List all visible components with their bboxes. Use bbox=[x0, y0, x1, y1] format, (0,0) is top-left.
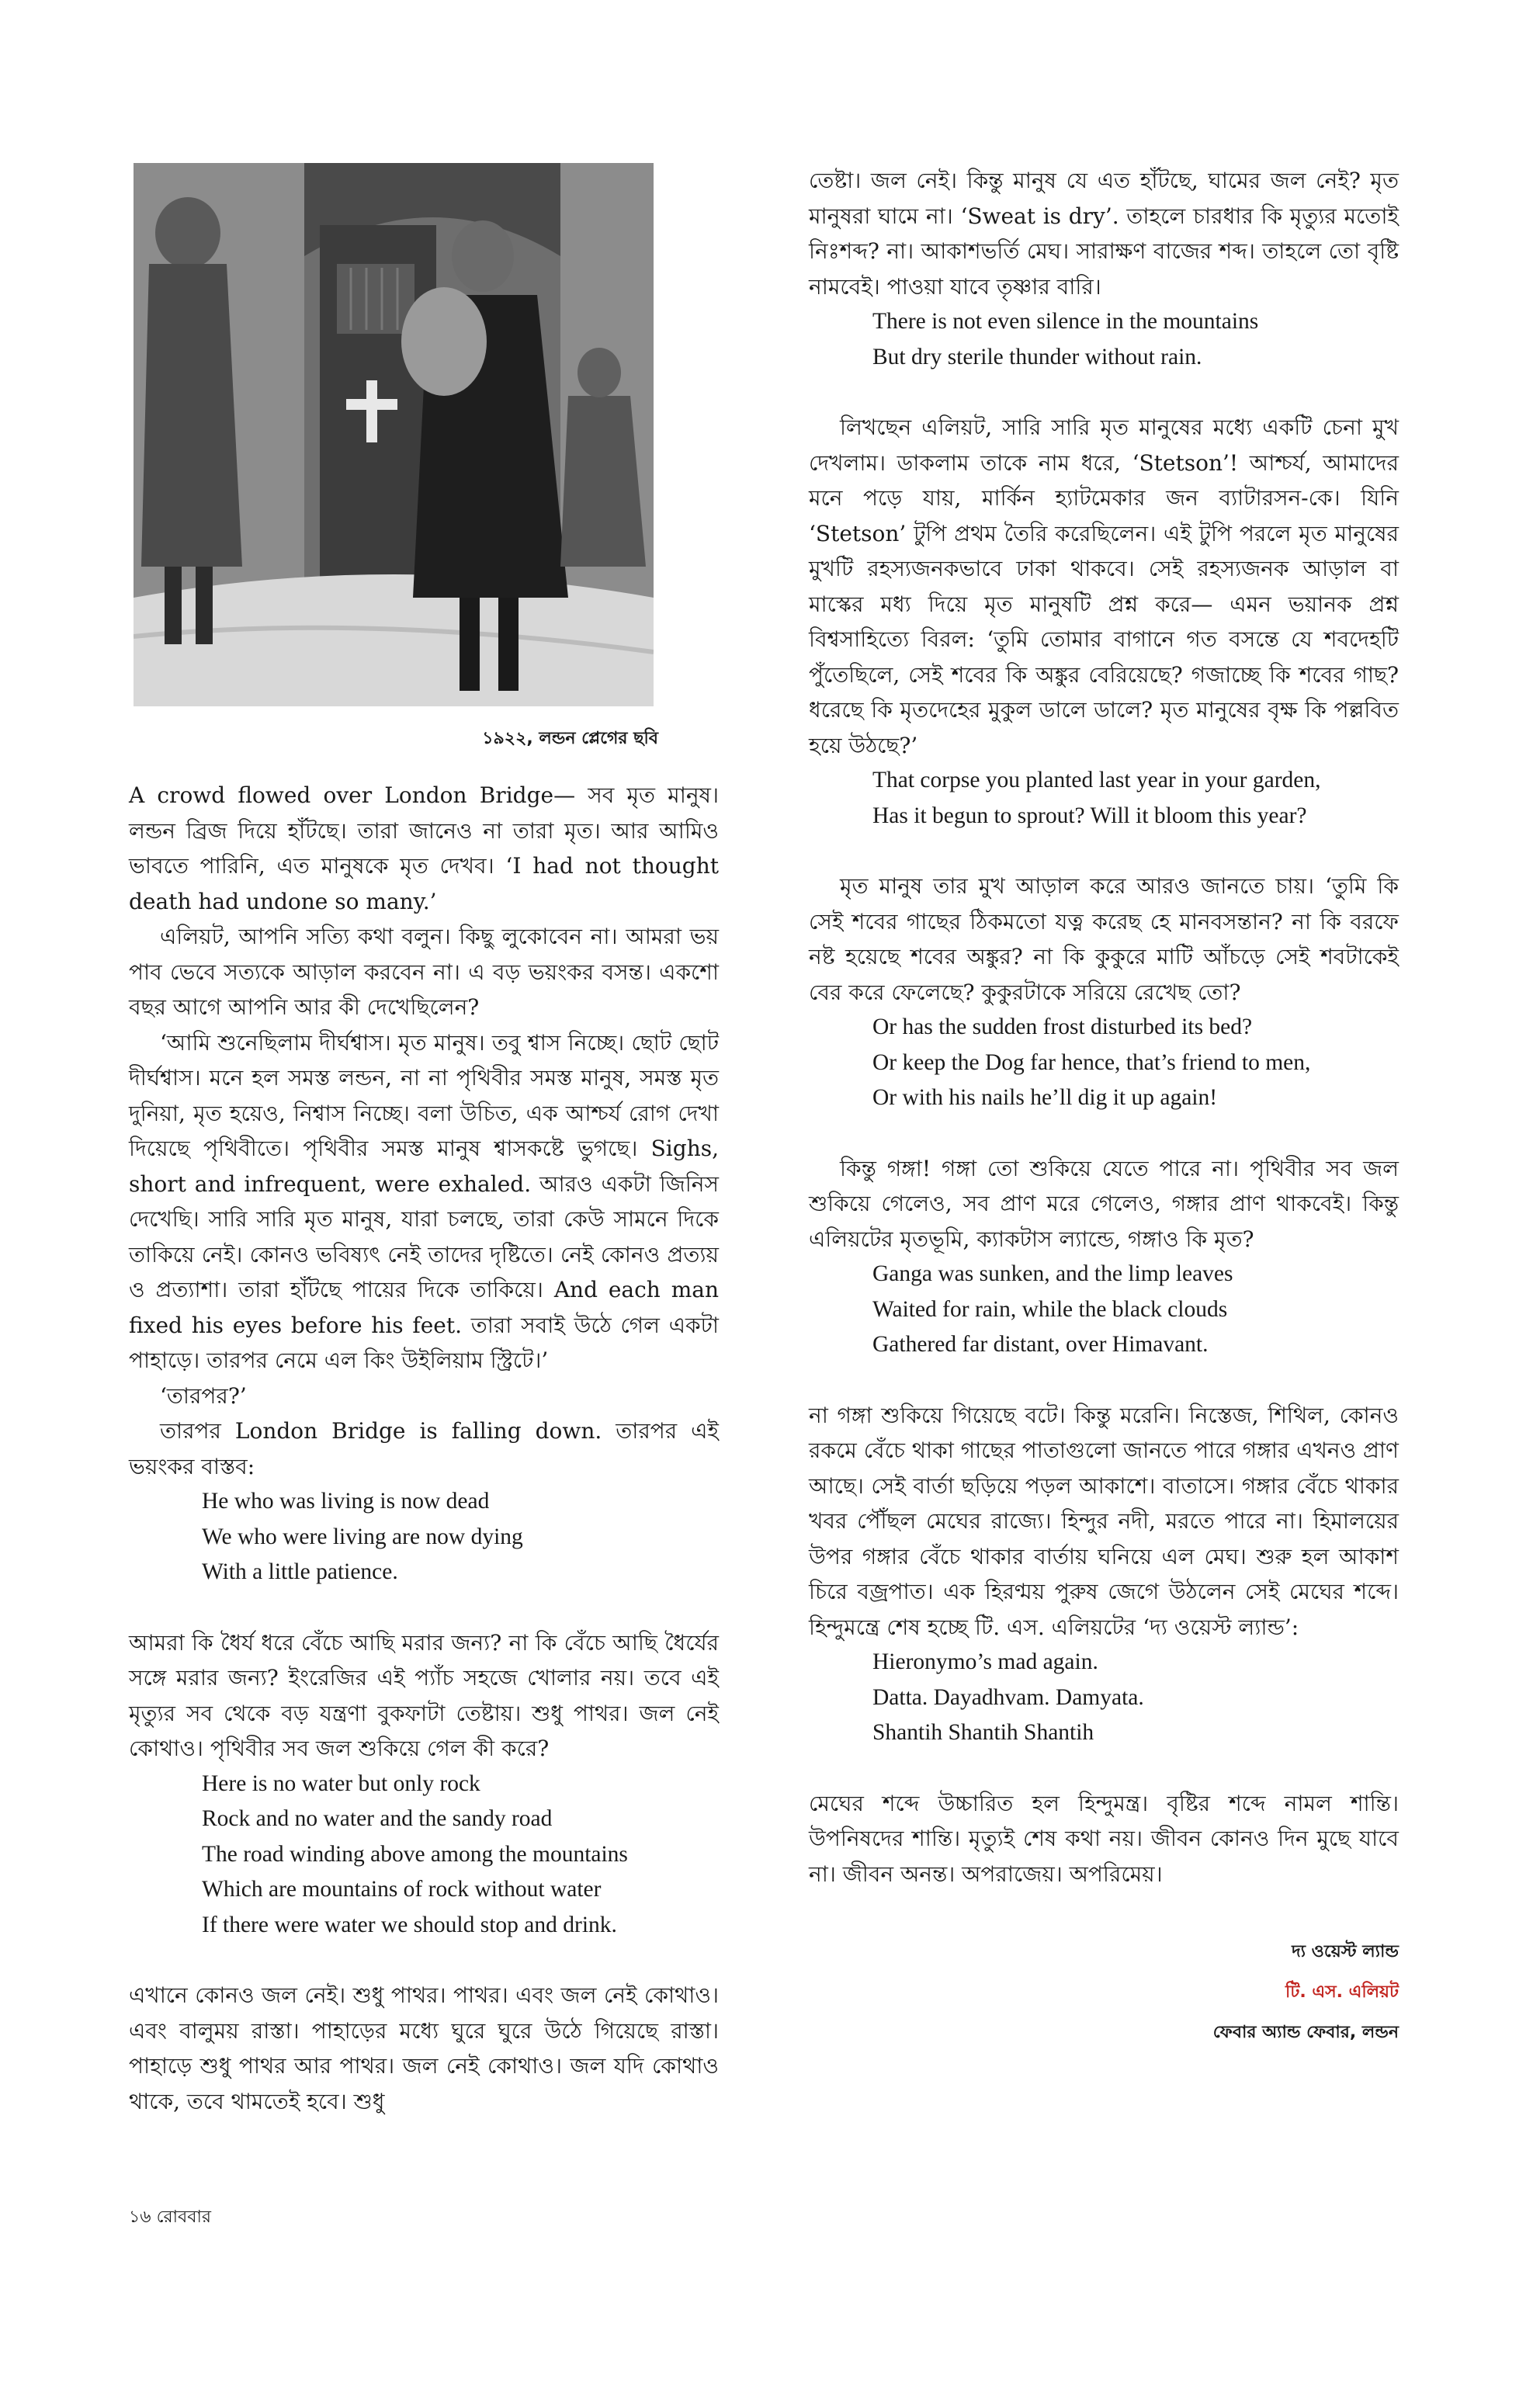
verse-line: Ganga was sunken, and the limp leaves bbox=[872, 1261, 1233, 1286]
verse-line: Gathered far distant, over Himavant. bbox=[872, 1332, 1209, 1357]
right-column bbox=[809, 163, 1399, 2053]
verse-line: Here is no water but only rock bbox=[202, 1770, 480, 1796]
body-paragraph: লিখছেন এলিয়ট, সারি সারি মৃত মানুষের মধ্যে একটি চেনা মুখ দেখলাম। ডাকলাম তাকে নাম ধরে, ‘Stetson’! আশ্চর্য, আমাদের মনে পড়ে যায়, মার্কিন হ্যাটমেকার জন ব্যাটারসন-কে। যিনি ‘Stetson’ টুপি প্রথম তৈরি করেছিলেন। এই টুপি পরলে মৃত মানুষের মুখটি রহস্যজনকভাবে ঢাকা থাকবে। সেই রহস্যজনক আড়াল বা মাস্কের মধ্য দিয়ে মৃত মানুষটি প্রশ্ন করে— এমন ভয়ানক প্রশ্ন বিশ্বসাহিত্যে বিরল: ‘তুমি তোমার বাগানে গত বসন্তে যে শবদেহটি পুঁতেছিলে, সেই শবের কি অঙ্কুর বেরিয়েছে? গজাচ্ছে কি শবের গাছ? ধরেছে কি মৃতদেহের মুকুল ডালে ডালে? মৃত মানুষের বৃক্ষ কি পল্লবিত হয়ে উঠছে?’ bbox=[809, 414, 1399, 758]
verse-line: But dry sterile thunder without rain. bbox=[872, 344, 1202, 369]
illustration-caption: ১৯২২, লন্ডন প্লেগের ছবি bbox=[482, 729, 658, 748]
left-column bbox=[129, 163, 719, 2119]
body-paragraph: ‘আমি শুনেছিলাম দীর্ঘশ্বাস। মৃত মানুষ। তবু শ্বাস নিচ্ছে। ছোট ছোট দীর্ঘশ্বাস। মনে হল সমস্ত লন্ডন, না না পৃথিবীর সমস্ত মানুষ, সমস্ত মৃত দুনিয়া, মৃত হয়েও, নিশ্বাস নিচ্ছে। বলা উচিত, এক আশ্চর্য রোগ দেখা দিয়েছে পৃথিবীতে। পৃথিবীর সমস্ত মানুষ শ্বাসকষ্টে ভুগছে। Sighs, short and infrequent, were exhaled. আরও একটা জিনিস দেখেছি। সারি সারি মৃত মানুষ, যারা চলছে, তারা কেউ সামনে দিকে তাকিয়ে নেই। কোনও ভবিষ্যৎ নেই তাদের দৃষ্টিতে। নেই কোনও প্রত্যয় ও প্রত্যাশা। তারা হাঁটছে পায়ের দিকে তাকিয়ে। And each man fixed his eyes before his feet. তারা সবাই উঠে গেল একটা পাহাড়ে। তারপর নেমে এল কিং উইলিয়াম স্ট্রিটে।’ bbox=[129, 1029, 719, 1373]
verse-quote bbox=[129, 1484, 719, 1590]
verse-line: He who was living is now dead bbox=[202, 1489, 490, 1514]
verse-quote bbox=[809, 304, 1399, 375]
body-paragraph: এলিয়ট, আপনি সত্যি কথা বলুন। কিছু লুকোবেন না। আমরা ভয় পাব ভেবে সত্যকে আড়াল করবেন না। এ বড় ভয়ংকর বসন্ত। একশো বছর আগে আপনি আর কী দেখেছিলেন? bbox=[129, 924, 719, 1020]
verse-line: Which are mountains of rock without water bbox=[202, 1877, 602, 1902]
book-author: টি. এস. এলিয়ট bbox=[1285, 1982, 1399, 2002]
verse-line: Waited for rain, while the black clouds bbox=[872, 1296, 1228, 1322]
verse-line: Shantih Shantih Shantih bbox=[872, 1720, 1094, 1745]
body-paragraph: এখানে কোনও জল নেই। শুধু পাথর। পাথর। এবং জল নেই কোথাও। এবং বালুময় রাস্তা। পাহাড়ের মধ্যে ঘুরে ঘুরে উঠে গিয়েছে রাস্তা। পাহাড়ে শুধু পাথর আর পাথর। জল নেই কোথাও। জল যদি কোথাও থাকে, তবে থামতেই হবে। শুধু bbox=[129, 1982, 719, 2114]
book-credits bbox=[809, 1932, 1399, 2053]
verse-quote bbox=[129, 1767, 719, 1944]
verse-line: With a little patience. bbox=[202, 1559, 398, 1584]
verse-quote bbox=[809, 1257, 1399, 1363]
verse-line: Hieronymo’s mad again. bbox=[872, 1649, 1098, 1674]
verse-line: Or keep the Dog far hence, that’s friend to men, bbox=[872, 1049, 1311, 1075]
verse-line: Or has the sudden frost disturbed its bed? bbox=[872, 1014, 1253, 1039]
body-paragraph: A crowd flowed over London Bridge— সব মৃত মানুষ। লন্ডন ব্রিজ দিয়ে হাঁটছে। তারা জানেও না তারা মৃত। আর আমিও ভাবতে পারিনি, এত মানুষকে মৃত দেখব। ‘I had not thought death had undone so many.’ bbox=[129, 782, 719, 914]
verse-line: Or with his nails he’ll dig it up again! bbox=[872, 1085, 1218, 1110]
verse-line: There is not even silence in the mountains bbox=[872, 309, 1259, 334]
book-title: দ্য ওয়েস্ট ল্যান্ড bbox=[1292, 1942, 1399, 1961]
body-paragraph: আমরা কি ধৈর্য ধরে বেঁচে আছি মরার জন্য? না কি বেঁচে আছি ধৈর্যের সঙ্গে মরার জন্য? ইংরেজির এই প্যাঁচ সহজে খোলার নয়। তবে এই মৃত্যুর সব থেকে বড় যন্ত্রণা বুকফাটা তেষ্টায়। শুধু পাথর। জল নেই কোথাও। পৃথিবীর সব জল শুকিয়ে গেল কী করে? bbox=[129, 1629, 719, 1761]
plague-engraving-image bbox=[134, 163, 654, 706]
verse-line: Datta. Dayadhvam. Damyata. bbox=[872, 1684, 1144, 1710]
body-paragraph: ‘তারপর?’ bbox=[160, 1382, 247, 1409]
verse-line: Has it begun to sprout? Will it bloom this year? bbox=[872, 803, 1307, 828]
verse-line: The road winding above among the mountains bbox=[202, 1841, 628, 1867]
body-paragraph: তারপর London Bridge is falling down. তারপর এই ভয়ংকর বাস্তব: bbox=[129, 1418, 719, 1479]
verse-line: We who were living are now dying bbox=[202, 1524, 523, 1549]
body-paragraph: না গঙ্গা শুকিয়ে গিয়েছে বটে। কিন্তু মরেনি। নিস্তেজ, শিথিল, কোনও রকমে বেঁচে থাকা গাছের পাতাগুলো জানতে পারে গঙ্গার এখনও প্রাণ আছে। সেই বার্তা ছড়িয়ে পড়ল আকাশে। বাতাসে। গঙ্গার বেঁচে থাকার খবর পৌঁছল মেঘের রাজ্যে। হিন্দুর নদী, মরতে পারে না। হিমালয়ের উপর গঙ্গার বেঁচে থাকার বার্তায় ঘনিয়ে এল মেঘ। শুরু হল আকাশ চিরে বজ্রপাত। এক হিরণ্ময় পুরুষ জেগে উঠলেন সেই মেঘের শব্দে। হিন্দুমন্ত্রে শেষ হচ্ছে টি. এস. এলিয়টের ‘দ্য ওয়েস্ট ল্যান্ড’: bbox=[809, 1402, 1399, 1640]
body-paragraph: মৃত মানুষ তার মুখ আড়াল করে আরও জানতে চায়। ‘তুমি কি সেই শবের গাছের ঠিকমতো যত্ন করেছ হে মানবসন্তান? না কি বরফে নষ্ট হয়েছে শবের অঙ্কুর? না কি কুকুরে মাটি আঁচড়ে সেই শবটাকেই বের করে ফেলেছে? কুকুরটাকে সরিয়ে রেখেছ তো? bbox=[809, 873, 1399, 1005]
book-publisher: ফেবার অ্যান্ড ফেবার, লন্ডন bbox=[1212, 2023, 1399, 2042]
body-paragraph: তেষ্টা। জল নেই। কিন্তু মানুষ যে এত হাঁটছে, ঘামের জল নেই? মৃত মানুষরা ঘামে না। ‘Sweat is dry’. তাহলে চারধার কি মৃত্যুর মতোই নিঃশব্দ? না। আকাশভর্তি মেঘ। সারাক্ষণ বাজের শব্দ। তাহলে তো বৃষ্টি নামবেই। পাওয়া যাবে তৃষ্ণার বারি। bbox=[809, 168, 1399, 300]
verse-line: Rock and no water and the sandy road bbox=[202, 1806, 553, 1831]
verse-line: If there were water we should stop and drink. bbox=[202, 1912, 617, 1937]
body-paragraph: মেঘের শব্দে উচ্চারিত হল হিন্দুমন্ত্র। বৃষ্টির শব্দে নামল শান্তি। উপনিষদের শান্তি। মৃত্যুই শেষ কথা নয়। জীবন কোনও দিন মুছে যাবে না। জীবন অনন্ত। অপরাজেয়। অপরিমেয়। bbox=[809, 1790, 1399, 1887]
verse-line: That corpse you planted last year in your garden, bbox=[872, 768, 1321, 792]
verse-quote bbox=[809, 1645, 1399, 1751]
body-paragraph: কিন্তু গঙ্গা! গঙ্গা তো শুকিয়ে যেতে পারে না। পৃথিবীর সব জল শুকিয়ে গেলেও, সব প্রাণ মরে গেলেও, গঙ্গার প্রাণ থাকবেই। কিন্তু এলিয়টের মৃতভূমি, ক্যাকটাস ল্যান্ডে, গঙ্গাও কি মৃত? bbox=[809, 1155, 1399, 1252]
illustration bbox=[134, 163, 658, 751]
verse-quote bbox=[809, 1010, 1399, 1116]
verse-quote bbox=[809, 763, 1399, 834]
page-footer: ১৬ রোববার bbox=[129, 2207, 211, 2227]
